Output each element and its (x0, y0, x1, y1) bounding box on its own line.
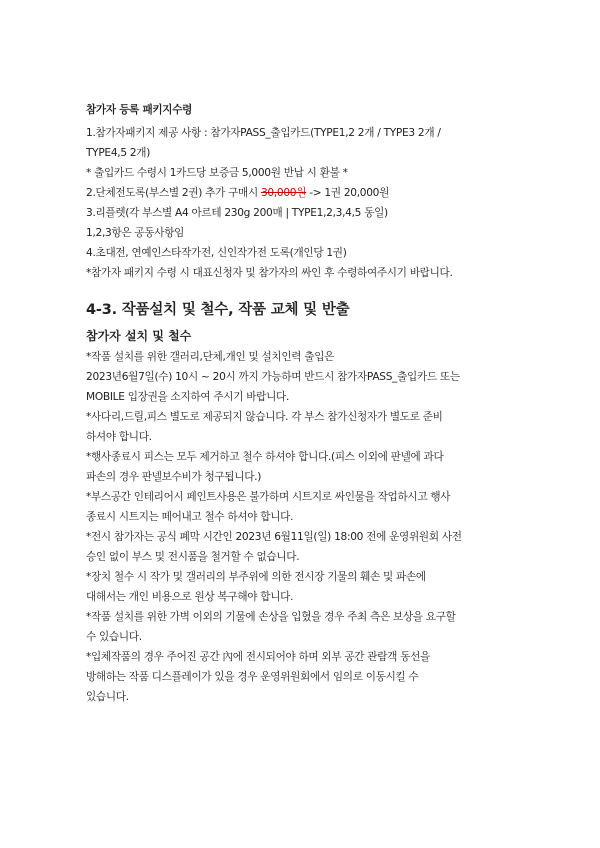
common-items-note: 1,2,3항은 공동사항임 (86, 227, 185, 239)
rule-line: 종료시 시트지는 떼어내고 철수 하셔야 합니다. (86, 511, 294, 523)
registration-section (86, 100, 526, 283)
package-item-1-line-2: TYPE4,5 2개) (86, 147, 151, 159)
rule-line: *입체작품의 경우 주어진 공간 內에 전시되어야 하며 외부 공간 관람객 동선을 (86, 651, 430, 663)
rule-line: 2023년6월7일(수) 10시 ~ 20시 까지 가능하며 반드시 참가자PASS_출입카드 또는 (86, 371, 460, 383)
package-item-3: 3.리플렛(각 부스별 A4 아르테 230g 200매 | TYPE1,2,3,4,5 동일) (86, 207, 388, 219)
package-item-2-suffix: -> 1권 20,000원 (306, 187, 390, 199)
rule-line: 하셔야 합니다. (86, 431, 152, 443)
rule-line: 있습니다. (86, 691, 129, 703)
rule-line: *사다리,드릴,피스 별도로 제공되지 않습니다. 각 부스 참가신청자가 별도로 준비 (86, 411, 443, 423)
rule-line: 파손의 경우 판넬보수비가 청구됩니다.) (86, 471, 262, 483)
package-item-2-prefix: 2.단체전도록(부스별 2권) 추가 구매시 (86, 187, 261, 199)
installation-section-heading: 4-3. 작품설치 및 철수, 작품 교체 및 반출 (86, 302, 350, 318)
rule-line: 수 있습니다. (86, 631, 142, 643)
card-deposit-note: * 출입카드 수령시 1카드당 보증금 5,000원 반납 시 환불 * (86, 167, 348, 179)
old-price: 30,000원 (260, 187, 307, 199)
package-item-2 (86, 183, 526, 203)
rule-line: MOBILE 입장권을 소지하여 주시기 바랍니다. (86, 391, 290, 403)
package-receipt-note: *참가자 패키지 수령 시 대표신청자 및 참가자의 싸인 후 수령하여주시기 바랍니다. (86, 267, 453, 279)
installation-subheading: 참가자 설치 및 철수 (86, 329, 192, 343)
rule-line: *장치 철수 시 작가 및 갤러리의 부주위에 의한 전시장 기물의 훼손 및 파손에 (86, 571, 426, 583)
rule-line: *작품 설치를 위한 갤러리,단체,개인 및 설치인력 출입은 (86, 351, 335, 363)
rule-line: *작품 설치를 위한 가벽 이외의 기물에 손상을 입혔을 경우 주최 측은 보상을 요구할 (86, 611, 456, 623)
document-content (86, 98, 526, 707)
rule-line: 승인 없이 부스 및 전시품을 철거할 수 없습니다. (86, 551, 300, 563)
registration-heading: 참가자 등록 패키지수령 (86, 104, 193, 116)
rule-line: *전시 참가자는 공식 폐막 시간인 2023년 6월11일(일) 18:00 전에 운영위원회 사전 (86, 531, 462, 543)
package-item-4: 4.초대전, 연예인스타작가전, 신인작가전 도록(개인당 1권) (86, 247, 347, 259)
rule-line: *행사종료시 피스는 모두 제거하고 철수 하셔야 합니다.(피스 이외에 판넬에 과다 (86, 451, 444, 463)
installation-rules (86, 347, 526, 707)
package-item-1-line-1: 1.참가자패키지 제공 사항 : 참가자PASS_출입카드(TYPE1,2 2개 / TYPE3 2개 / (86, 127, 441, 139)
rule-line: 방해하는 작품 디스플레이가 있을 경우 운영위원회에서 임의로 이동시킬 수 (86, 671, 419, 683)
rule-line: *부스공간 인테리어시 페인트사용은 불가하며 시트지로 싸인물을 작업하시고 행사 (86, 491, 451, 503)
rule-line: 대해서는 개인 비용으로 원상 복구해야 합니다. (86, 591, 294, 603)
